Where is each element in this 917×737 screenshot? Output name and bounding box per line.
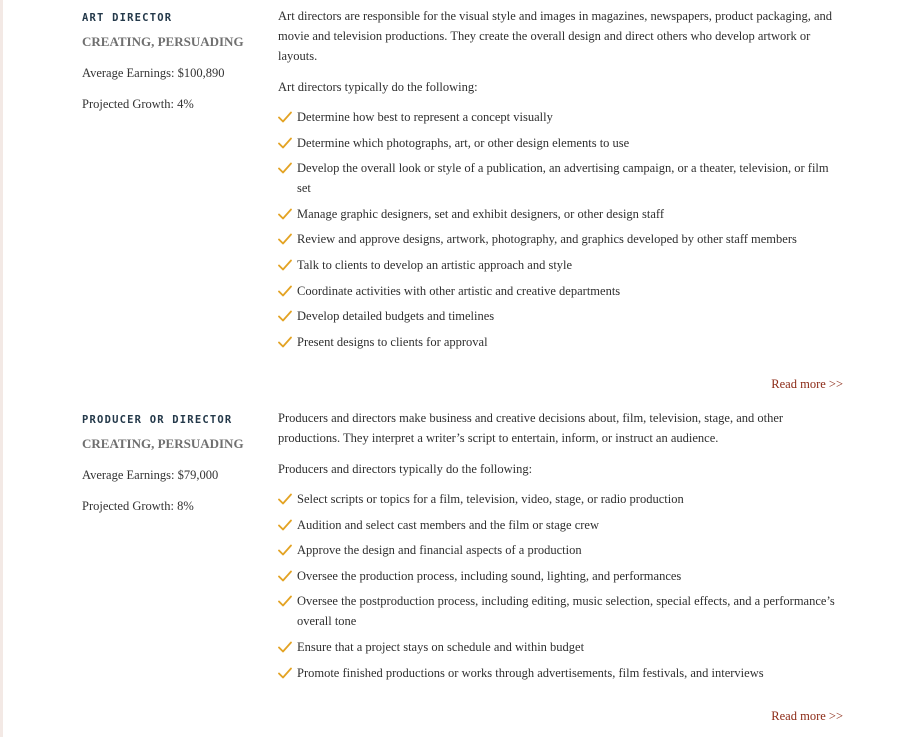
check-icon (278, 233, 292, 245)
career-tags: CREATING, PERSUADING (82, 34, 244, 49)
check-icon (278, 519, 292, 531)
task-text: Approve the design and financial aspects of a production (297, 543, 582, 558)
read-more-link[interactable]: Read more >> (771, 377, 843, 391)
task-text: Ensure that a project stays on schedule and within budget (297, 639, 585, 654)
task-item (278, 306, 843, 326)
task-text: Audition and select cast members and the film or stage crew (297, 517, 599, 532)
task-item (278, 229, 843, 249)
task-list (278, 489, 843, 688)
task-text: Oversee the postproduction process, including editing, music selection, special effects, and a performance’s overall tone (297, 594, 835, 629)
check-icon (278, 667, 292, 679)
career-description: Producers and directors make business and creative decisions about, film, television, stage, and other productions. They interpret a writer’s script to entertain, inform, or instruct an audience. (278, 411, 784, 445)
check-icon (278, 310, 292, 322)
check-icon (278, 493, 292, 505)
task-text: Develop the overall look or style of a publication, an advertising campaign, or a theater, television, or film set (297, 161, 829, 196)
task-item (278, 540, 843, 560)
task-text: Manage graphic designers, set and exhibit designers, or other design staff (297, 206, 665, 221)
task-item (278, 515, 843, 535)
check-icon (278, 595, 292, 607)
check-icon (278, 259, 292, 271)
career-tags: CREATING, PERSUADING (82, 436, 244, 451)
career-title: PRODUCER OR DIRECTOR (82, 414, 233, 426)
task-item (278, 107, 843, 127)
average-earnings: Average Earnings: $79,000 (82, 468, 219, 482)
projected-growth: Projected Growth: 8% (82, 499, 194, 513)
check-icon (278, 208, 292, 220)
task-item (278, 332, 843, 352)
task-item (278, 281, 843, 301)
check-icon (278, 544, 292, 556)
task-text: Oversee the production process, including sound, lighting, and performances (297, 568, 682, 583)
task-text: Determine which photographs, art, or other design elements to use (297, 135, 630, 150)
check-icon (278, 285, 292, 297)
check-icon (278, 162, 292, 174)
task-item (278, 566, 843, 586)
task-text: Review and approve designs, artwork, photography, and graphics developed by other staff members (297, 232, 797, 247)
task-text: Present designs to clients for approval (297, 334, 488, 349)
task-item (278, 204, 843, 224)
task-item (278, 255, 843, 275)
tasks-intro: Producers and directors typically do the following: (278, 462, 533, 476)
task-text: Talk to clients to develop an artistic approach and style (297, 257, 573, 272)
career-description: Art directors are responsible for the visual style and images in magazines, newspapers, product packaging, and movie and television productions. They create the overall design and direct others who develop artwork or layouts. (278, 9, 832, 63)
page-left-border (0, 0, 3, 737)
check-icon (278, 641, 292, 653)
career-title: ART DIRECTOR (82, 12, 173, 24)
task-text: Determine how best to represent a concept visually (297, 110, 553, 124)
task-list (278, 107, 843, 357)
task-text: Coordinate activities with other artistic and creative departments (297, 283, 621, 298)
check-icon (278, 111, 292, 123)
task-item (278, 637, 843, 657)
task-item (278, 489, 843, 509)
task-item (278, 133, 843, 153)
task-item (278, 663, 843, 683)
task-text: Develop detailed budgets and timelines (297, 309, 495, 324)
read-more-link[interactable]: Read more >> (771, 709, 843, 723)
tasks-intro: Art directors typically do the following: (278, 80, 478, 94)
check-icon (278, 570, 292, 582)
task-item (278, 591, 843, 631)
average-earnings: Average Earnings: $100,890 (82, 66, 225, 80)
check-icon (278, 336, 292, 348)
task-text: Promote finished productions or works through advertisements, film festivals, and interviews (297, 665, 764, 680)
task-text: Select scripts or topics for a film, television, video, stage, or radio production (297, 492, 684, 506)
projected-growth: Projected Growth: 4% (82, 97, 194, 111)
check-icon (278, 137, 292, 149)
task-item (278, 158, 843, 198)
